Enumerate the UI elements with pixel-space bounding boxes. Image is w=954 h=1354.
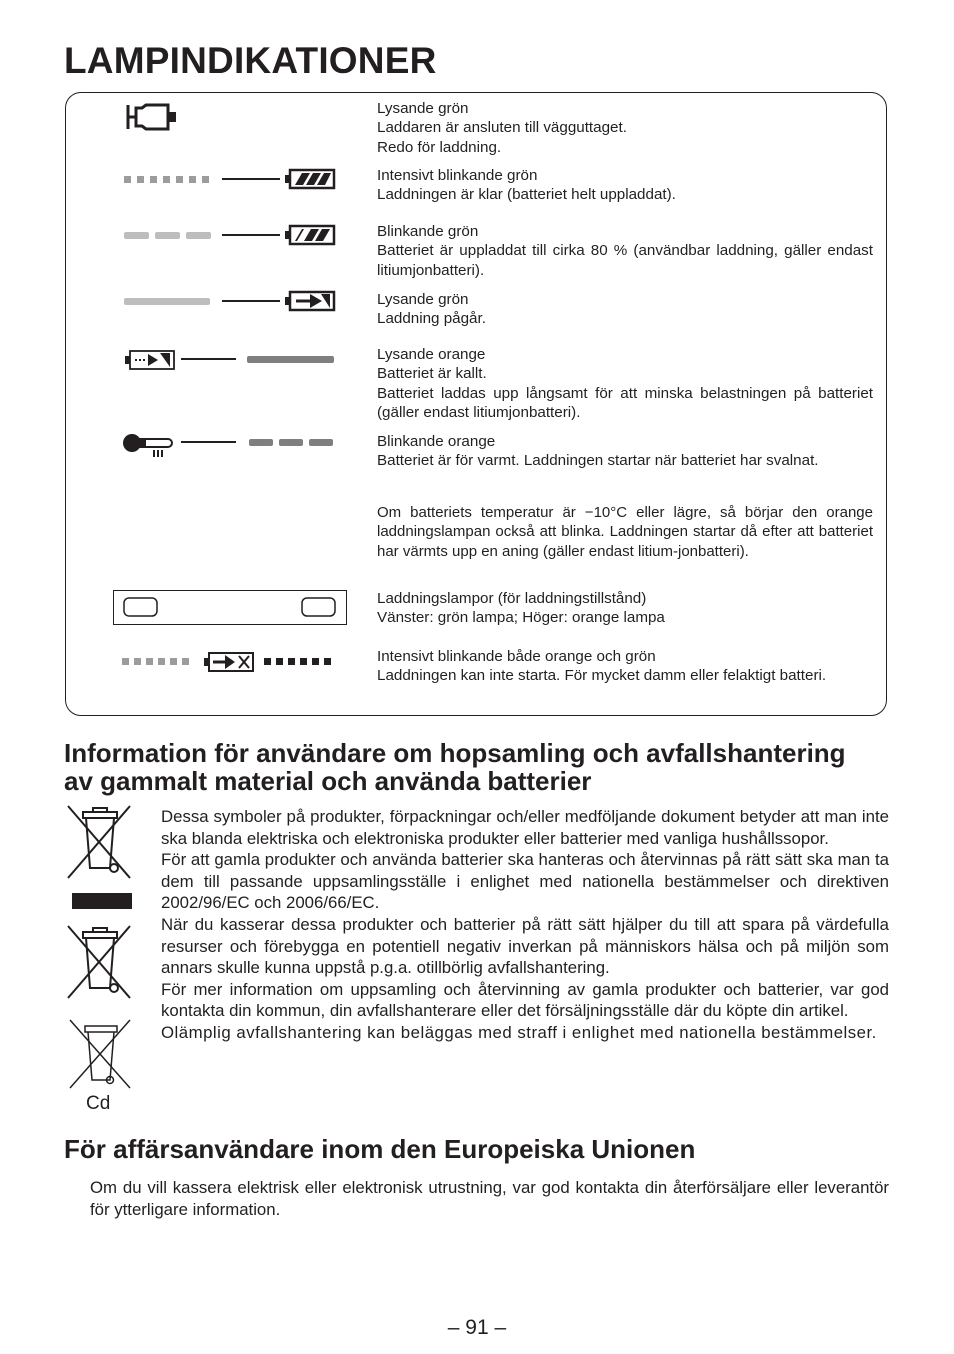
fast-blink-pattern [122, 658, 189, 665]
connector-line [181, 441, 236, 443]
battery-error-icon [203, 651, 255, 673]
page-number: – 91 – [447, 1316, 507, 1339]
slow-blink-pattern [124, 232, 211, 239]
indication-4: Lysande grön Laddning pågår. [377, 291, 486, 328]
disposal-heading: Information för användare om hopsamling och avfallshantering av gammalt material och använda batterier [64, 738, 846, 796]
solid-light-pattern [247, 356, 334, 363]
indication-6: Blinkande orange Batteriet är för varmt. Laddningen startar när batteriet har svalnat. [377, 433, 819, 470]
charger-plug-icon [124, 101, 180, 131]
indication-1: Lysande grön Laddaren är ansluten till vägguttaget. Redo för laddning. [377, 100, 627, 156]
indication-3: Blinkande grön Batteriet är uppladdat till cirka 80 % (användbar laddning, gäller endast litiumjonbatteri). [377, 223, 873, 279]
connector-line [222, 234, 280, 236]
battery-cold-icon [124, 349, 176, 371]
connector-line [222, 300, 280, 302]
temperature-note: Om batteriets temperatur är −10°C eller lägre, så börjar den orange laddningslampan också att blinka. Laddningen startar då efter att batteriet har värmts upp en aning (gäller endast litium-jonbatteri). [377, 504, 873, 560]
disposal-text: Dessa symboler på produkter, förpackningar och/eller medföljande dokument betyder att man inte ska blanda elektriska och elektroniska produkter eller batterier med vanliga hushållssopor. För att gamla produkter och använda batterier ska hanteras och återvinnas på rätt sätt ska man ta dem till passande uppsamlingsställe i enlighet med nationella bestämmelser och direktiven 2002/96/EC och 2006/66/EC. När du kasserar dessa produkter och batterier på rätt sätt hjälper du till att spara på värdefulla resurser och förebygga en potentiell negativ inverkan på människors hälsa och på miljön som annars skulle kunna uppstå p.g.a. otillbörlig avfallshantering. För mer information om uppsamling och återvinning av gamla produkter och batterier, var god kontakta din kommun, din avfallshanterare eller det försäljningsställe där du köpte din artikel. Olämplig avfallshantering kan beläggas med straff i enlighet med nationella bestämmelser. [161, 807, 889, 1042]
indication-8: Laddningslampor (för laddningstillstånd) Vänster: grön lampa; Höger: orange lampa [377, 590, 665, 627]
battery-charging-icon [284, 290, 336, 312]
charge-lamps-icon [113, 590, 347, 625]
cd-label: Cd [86, 1093, 111, 1114]
fast-blink-pattern [264, 658, 331, 665]
crossed-bin-cd-icon [68, 1018, 134, 1090]
slow-blink-pattern [249, 439, 333, 446]
fast-blink-pattern [124, 176, 209, 183]
indication-9: Intensivt blinkande både orange och grön Laddningen kan inte starta. För mycket damm eller felaktigt batteri. [377, 648, 827, 685]
crossed-bin-icon [66, 924, 132, 1000]
page-title: LAMPINDIKATIONER [64, 40, 437, 81]
battery-full-icon [284, 168, 336, 190]
business-heading: För affärsanvändare inom den Europeiska Unionen [64, 1134, 696, 1164]
bar-symbol [72, 893, 132, 909]
battery-80-icon [284, 224, 336, 246]
indication-2: Intensivt blinkande grön Laddningen är klar (batteriet helt uppladdat). [377, 167, 676, 204]
connector-line [181, 358, 236, 360]
connector-line [222, 178, 280, 180]
business-text: Om du vill kassera elektrisk eller elektronisk utrustning, var god kontakta din återförsäljare eller leverantör för ytterligare information. [90, 1178, 889, 1219]
crossed-bin-icon [66, 804, 132, 880]
thermometer-icon [122, 431, 178, 459]
solid-light-pattern [124, 298, 210, 305]
indication-5: Lysande orange Batteriet är kallt. Batteriet laddas upp långsamt för att minska belastningen på batteriet (gäller endast litiumjonbatteri). [377, 346, 873, 421]
